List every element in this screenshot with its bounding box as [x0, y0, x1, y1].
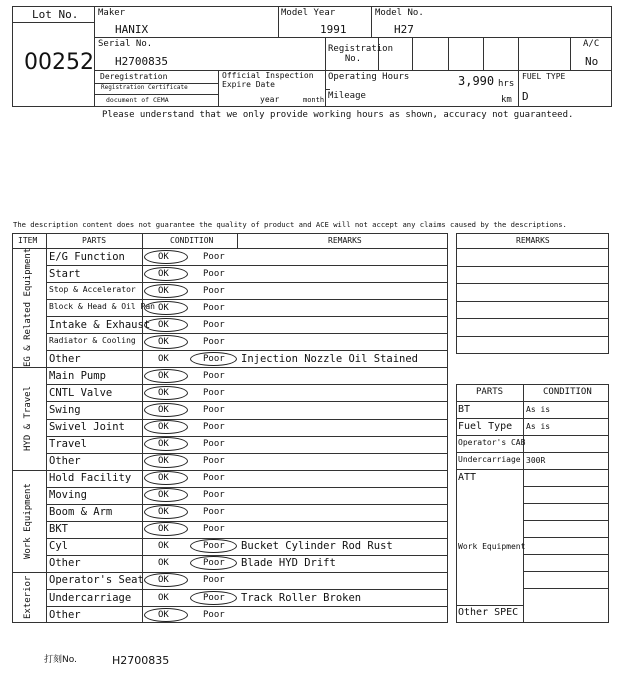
ok-option[interactable]: OK — [158, 422, 169, 432]
part-name: BKT — [49, 523, 68, 536]
right-part: Undercarriage — [458, 455, 521, 464]
ok-selected-circle — [144, 284, 188, 298]
fuel-type-value: D — [522, 90, 529, 103]
poor-option[interactable]: Poor — [203, 473, 225, 484]
month-label: month — [303, 96, 325, 104]
divider — [46, 233, 47, 623]
divider — [12, 470, 448, 471]
poor-option[interactable]: Poor — [203, 592, 225, 603]
divider — [12, 367, 448, 368]
part-name: Hold Facility — [49, 472, 132, 485]
ok-option[interactable]: OK — [158, 575, 169, 586]
poor-option[interactable]: Poor — [203, 507, 225, 518]
divider — [46, 436, 448, 437]
ok-option[interactable]: OK — [158, 541, 169, 552]
cema-label: document of CEMA — [106, 96, 169, 104]
poor-selected-circle — [190, 352, 237, 366]
other-spec-label: Other SPEC — [458, 607, 519, 618]
part-name: Undercarriage — [49, 591, 132, 604]
divider — [456, 266, 609, 267]
part-name: Operator's Seat — [49, 574, 144, 587]
inspection-label: Official Inspection Expire Date — [222, 71, 314, 89]
remark-text: Bucket Cylinder Rod Rust — [241, 540, 393, 553]
divider — [456, 283, 609, 284]
ok-option[interactable]: OK — [158, 439, 169, 450]
divider — [46, 589, 448, 590]
divider — [456, 318, 609, 319]
divider — [46, 282, 448, 283]
ok-selected-circle — [144, 250, 188, 264]
divider — [218, 70, 219, 107]
poor-option[interactable]: Poor — [203, 336, 225, 347]
maker-value: HANIX — [115, 23, 149, 36]
divider — [46, 316, 448, 317]
ok-option[interactable]: OK — [158, 336, 169, 347]
ac-value: No — [585, 55, 599, 68]
divider — [523, 571, 609, 572]
ok-option[interactable]: OK — [158, 609, 169, 620]
divider — [523, 554, 609, 555]
stamp-value: H2700835 — [112, 654, 170, 667]
fuel-type-label: FUEL TYPE — [522, 72, 566, 81]
part-name: Boom & Arm — [49, 506, 113, 519]
hrs-unit: hrs — [498, 79, 515, 89]
ok-selected-circle — [144, 420, 188, 434]
divider — [456, 248, 609, 249]
col-condition: CONDITION — [170, 236, 214, 245]
right-condition: As is — [526, 422, 551, 431]
part-name: CNTL Valve — [49, 386, 113, 399]
ok-option[interactable]: OK — [158, 353, 169, 364]
group-label: HYD & Travel — [23, 385, 33, 451]
ok-option[interactable]: OK — [158, 507, 169, 518]
ok-option[interactable]: OK — [158, 473, 169, 484]
divider — [483, 37, 484, 70]
ok-option[interactable]: OK — [158, 319, 169, 330]
right-condition: As is — [526, 405, 551, 414]
condition-header: CONDITION — [543, 387, 592, 397]
part-name: Swivel Joint — [49, 421, 125, 433]
group-label: Work Equipment — [23, 482, 33, 559]
part-name: Swing — [49, 403, 81, 416]
ok-option[interactable]: OK — [158, 268, 169, 279]
divider — [448, 37, 449, 70]
model-year-value: 1991 — [320, 23, 347, 36]
part-name: Other — [49, 352, 81, 365]
divider — [94, 37, 612, 38]
ok-selected-circle — [144, 608, 188, 622]
remarks-header: REMARKS — [516, 236, 550, 245]
divider — [456, 452, 609, 453]
divider — [46, 538, 448, 539]
hours-note: Please understand that we only provide working hours as shown, accuracy not guaranteed. — [102, 110, 574, 120]
part-name: Moving — [49, 489, 87, 502]
divider — [278, 6, 279, 37]
ok-option[interactable]: OK — [158, 490, 169, 501]
poor-option[interactable]: Poor — [203, 558, 225, 569]
divider — [456, 401, 609, 402]
part-name: Other — [49, 557, 81, 570]
model-no-value: H27 — [394, 23, 414, 36]
ok-option[interactable]: OK — [158, 558, 169, 569]
remark-text: Injection Nozzle Oil Stained — [241, 352, 419, 365]
poor-option[interactable]: Poor — [203, 285, 225, 296]
year-label: year — [260, 95, 280, 104]
model-no-label: Model No. — [375, 8, 424, 18]
ok-selected-circle — [144, 301, 188, 315]
divider — [518, 70, 612, 71]
divider — [46, 487, 448, 488]
divider — [456, 336, 609, 337]
remark-text: Blade HYD Drift — [241, 557, 336, 570]
part-name: Block & Head & Oil Pan — [49, 301, 155, 311]
divider — [46, 504, 448, 505]
part-name: Intake & Exhaust — [49, 318, 151, 331]
divider — [523, 588, 609, 589]
divider — [46, 419, 448, 420]
poor-option[interactable]: Poor — [203, 404, 225, 415]
part-name: Other — [49, 455, 81, 468]
disclaimer: The description content does not guarantee the quality of product and ACE will not accept any claims caused by the descriptions. — [13, 220, 567, 229]
lot-label: Lot No. — [32, 8, 79, 21]
divider — [46, 299, 448, 300]
divider — [523, 520, 609, 521]
part-name: Travel — [49, 438, 87, 451]
poor-option[interactable]: Poor — [203, 268, 225, 279]
divider — [142, 233, 143, 623]
ok-option[interactable]: OK — [158, 251, 169, 262]
stamp-label: 打刻No. — [44, 655, 77, 665]
group-label: EG & Related Equipment — [23, 247, 33, 368]
poor-option[interactable]: Poor — [203, 490, 225, 501]
poor-option[interactable]: Poor — [203, 387, 225, 398]
poor-option[interactable]: Poor — [203, 251, 225, 262]
ok-selected-circle — [144, 386, 188, 400]
serial-label: Serial No. — [98, 39, 153, 49]
divider — [46, 555, 448, 556]
divider — [523, 537, 609, 538]
poor-option[interactable]: Poor — [203, 575, 225, 586]
divider — [94, 6, 95, 107]
divider — [46, 606, 448, 607]
reg-cert-label: Registration Certificate — [101, 84, 188, 91]
part-name: Radiator & Cooling — [49, 335, 136, 345]
part-name: E/G Function — [49, 250, 125, 263]
ok-selected-circle — [144, 267, 188, 281]
ok-option[interactable]: OK — [158, 592, 169, 603]
ok-option[interactable]: OK — [158, 302, 169, 313]
divider — [570, 37, 571, 70]
part-name: Cyl — [49, 540, 68, 553]
ok-option[interactable]: OK — [158, 404, 169, 415]
divider — [12, 22, 94, 23]
divider — [456, 469, 609, 470]
right-part: Fuel Type — [458, 421, 513, 432]
divider — [237, 233, 238, 248]
ac-label: A/C — [583, 39, 600, 49]
ok-option[interactable]: OK — [158, 456, 169, 467]
divider — [46, 521, 448, 522]
ok-selected-circle — [144, 437, 188, 451]
ok-selected-circle — [144, 403, 188, 417]
divider — [46, 265, 448, 266]
work-equipment-label: Work Equipment — [458, 542, 526, 551]
divider — [456, 435, 609, 436]
divider — [371, 6, 372, 37]
lot-number: 00252 — [24, 50, 94, 75]
ok-selected-circle — [144, 369, 188, 383]
divider — [523, 486, 609, 487]
divider — [46, 333, 448, 334]
part-name: Stop & Accelerator — [49, 284, 136, 294]
poor-option[interactable]: Poor — [203, 456, 225, 467]
ok-option[interactable]: OK — [158, 387, 169, 398]
divider — [325, 89, 330, 90]
divider — [46, 350, 448, 351]
divider — [325, 37, 326, 107]
poor-option[interactable]: Poor — [203, 609, 225, 620]
poor-option[interactable]: Poor — [203, 524, 225, 535]
divider — [12, 572, 448, 573]
ok-selected-circle — [144, 335, 188, 349]
divider — [46, 384, 448, 385]
divider — [456, 301, 609, 302]
maker-label: Maker — [98, 8, 126, 18]
mileage-label: Mileage — [328, 91, 366, 101]
poor-option[interactable]: Poor — [203, 370, 225, 381]
poor-option[interactable]: Poor — [203, 439, 225, 450]
ok-selected-circle — [144, 318, 188, 332]
divider — [46, 401, 448, 402]
dereg-label: Deregistration — [100, 72, 168, 81]
ok-option[interactable]: OK — [158, 285, 169, 296]
divider — [456, 418, 609, 419]
divider — [412, 37, 413, 70]
poor-option[interactable]: Poor — [203, 541, 225, 552]
divider — [94, 94, 218, 95]
poor-option[interactable]: Poor — [203, 302, 225, 313]
col-item: ITEM — [18, 236, 38, 245]
poor-selected-circle — [190, 591, 237, 605]
right-part: BT — [458, 404, 471, 415]
model-year-label: Model Year — [281, 8, 336, 18]
remark-text: Track Roller Broken — [241, 591, 362, 604]
poor-option[interactable]: Poor — [203, 353, 225, 364]
right-condition: 300R — [526, 456, 546, 465]
group-label: Exterior — [23, 575, 33, 620]
poor-option[interactable]: Poor — [203, 319, 225, 330]
registration-label: Registration No. — [328, 44, 394, 65]
parts-header: PARTS — [476, 387, 504, 397]
part-name: Main Pump — [49, 369, 106, 382]
ok-option[interactable]: OK — [158, 370, 169, 381]
operating-hours-label: Operating Hours — [328, 72, 410, 82]
divider — [523, 503, 609, 504]
part-name: Start — [49, 267, 81, 280]
serial-value: H2700835 — [115, 55, 168, 68]
divider — [12, 248, 448, 249]
col-parts: PARTS — [82, 236, 107, 245]
right-part: Operator's CAB — [458, 438, 526, 447]
col-remarks: REMARKS — [328, 236, 362, 245]
divider — [46, 453, 448, 454]
part-name: Other — [49, 608, 81, 621]
divider — [456, 605, 523, 606]
ok-selected-circle — [144, 454, 188, 468]
ok-option[interactable]: OK — [158, 524, 169, 535]
poor-option[interactable]: Poor — [203, 422, 225, 432]
operating-hours-value: 3,990 — [458, 74, 495, 88]
km-unit: km — [501, 95, 512, 105]
divider — [518, 37, 519, 107]
right-part: ATT — [458, 472, 477, 483]
